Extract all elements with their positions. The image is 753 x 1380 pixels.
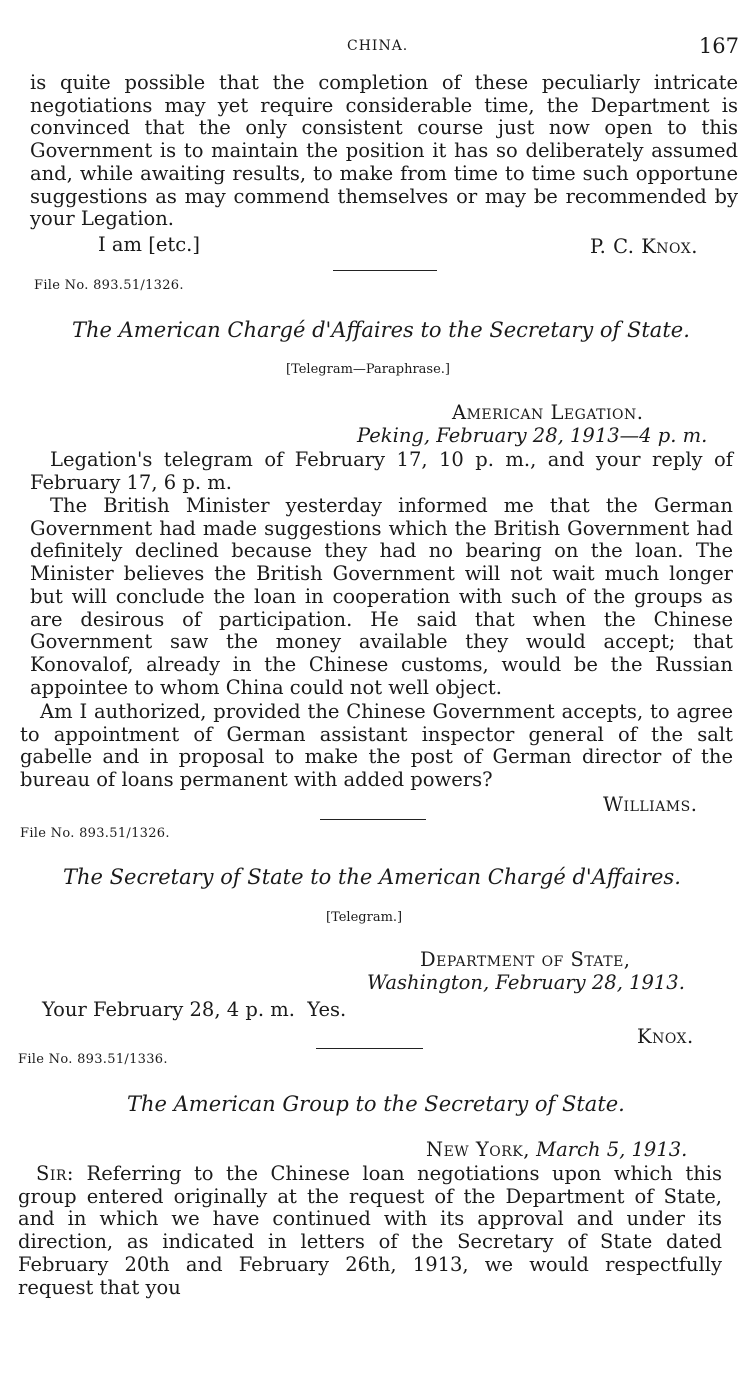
file-number: File No. 893.51/1326. [34, 278, 184, 293]
body-paragraph: Am I authorized, provided the Chinese Government accepts, to agree to appointment of German assistant inspector general of the salt gabelle and in proposal to make the post of German director of the bureau of loans permanent with added powers? [20, 700, 733, 792]
document-title: The Secretary of State to the American Chargé d'Affaires. [63, 865, 681, 889]
body-line: Your February 28, 4 p. m. Yes. [42, 998, 347, 1021]
page-number: 167 [698, 34, 739, 58]
continued-paragraph: is quite possible that the completion of these peculiarly intricate negotiations may yet require considerable time, the Department is convinced that the only consistent course just now open to this Government is to maintain the position it has so deliberately assumed and, while awaiting results, to make from time to time such opportune suggestions as may commend themselves or may be recommended by your Legation. [30, 71, 738, 231]
divider [320, 819, 426, 820]
dateline: Washington, February 28, 1913. [367, 971, 685, 994]
place-line: Department of State, [420, 948, 631, 971]
body-paragraph [18, 1163, 722, 1299]
divider [316, 1048, 423, 1049]
divider [333, 270, 437, 271]
closing-line: I am [etc.] [98, 233, 200, 256]
body-text: Referring to the Chinese loan negotiations upon which this group entered originally at the request of the Department of State, and in which we have continued with its approval and under its direction, as indicated in letters of the Secretary of State dated February 20th and February 26th, 1913, we would respectfully request that you [18, 1162, 722, 1299]
signature-williams: Williams. [603, 793, 698, 816]
salutation: Sir: [36, 1162, 74, 1185]
place-date-line [426, 1138, 687, 1161]
place-line: American Legation. [452, 401, 644, 424]
body-paragraph: The British Minister yesterday informed me that the German Government had made suggestions which the British Government had definitely declined because they had no bearing on the loan. The Minister believes the British Government will not wait much longer but will conclude the loan in cooperation with such of the groups as are desirous of participation. He said that when the Chinese Government saw the money available they would accept; that Konovalof, already in the Chinese customs, would be the Russian appointee to whom China could not well object. [30, 494, 733, 699]
page-header [0, 34, 753, 60]
file-number: File No. 893.51/1326. [20, 826, 170, 841]
signature-knox: Knox. [637, 1025, 694, 1048]
running-head: CHINA. [347, 38, 409, 54]
file-number: File No. 893.51/1336. [18, 1052, 168, 1067]
body-paragraph: Legation's telegram of February 17, 10 p. m., and your reply of February 17, 6 p. m. [30, 448, 733, 494]
signature-knox: P. C. Knox. [590, 235, 698, 258]
document-note: [Telegram.] [326, 910, 403, 925]
document-title: The American Group to the Secretary of State. [127, 1092, 625, 1116]
dateline: Peking, February 28, 1913—4 p. m. [357, 424, 708, 447]
document-title: The American Chargé d'Affaires to the Secretary of State. [72, 318, 690, 342]
date: March 5, 1913. [536, 1138, 688, 1161]
place: New York, [426, 1138, 530, 1161]
document-note: [Telegram—Paraphrase.] [286, 362, 450, 377]
